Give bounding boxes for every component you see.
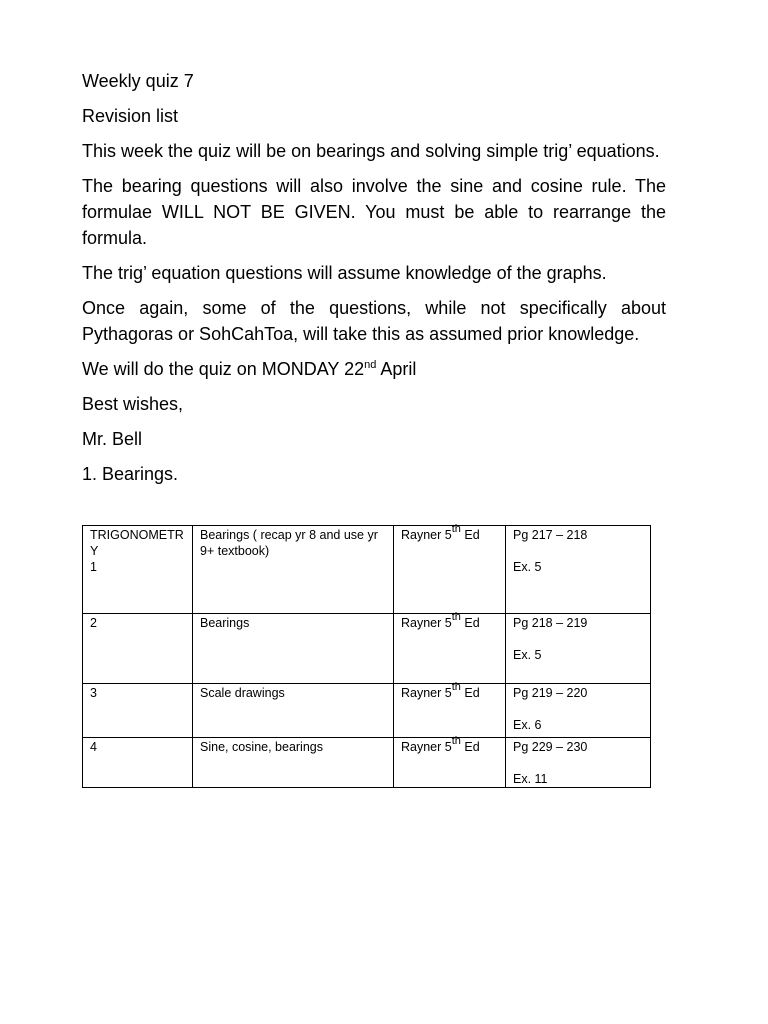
number-cell: 2 xyxy=(83,614,193,684)
table-row xyxy=(83,738,651,788)
page-range: Pg 219 – 220 xyxy=(513,686,588,700)
exercise-label: Ex. 5 xyxy=(513,648,542,662)
number-cell: 4 xyxy=(83,738,193,788)
paragraph-quiz-date xyxy=(82,356,666,382)
content-cell: Sine, cosine, bearings xyxy=(193,738,394,788)
signature: Mr. Bell xyxy=(82,429,143,449)
revision-table xyxy=(82,525,651,788)
pages-cell xyxy=(506,684,651,738)
table-row xyxy=(83,684,651,738)
pages-cell xyxy=(506,526,651,614)
page-range: Pg 229 – 230 xyxy=(513,740,588,754)
book-edition-ordinal: th xyxy=(451,735,461,747)
page-range: Pg 217 – 218 xyxy=(513,528,588,542)
quiz-date-ordinal: nd xyxy=(364,359,377,371)
content-cell: Scale drawings xyxy=(193,684,394,738)
book-name: Rayner 5 xyxy=(401,616,452,630)
book-edition-ordinal: th xyxy=(451,611,461,623)
exercise-label: Ex. 11 xyxy=(513,772,548,786)
book-edition: Ed xyxy=(460,528,480,542)
book-cell xyxy=(394,681,506,738)
document-title: Weekly quiz 7 xyxy=(82,71,194,91)
table-row xyxy=(83,614,651,684)
book-edition-ordinal: th xyxy=(451,523,461,535)
book-cell xyxy=(394,523,506,614)
quiz-date-prefix: We will do the quiz on MONDAY 22 xyxy=(82,359,365,379)
paragraph-trig-equations: The trig’ equation questions will assume knowledge of the graphs. xyxy=(82,263,607,283)
paragraph-bearing-questions: The bearing questions will also involve the sine and cosine rule. The formulae WILL NOT BE GIVEN. You must be able to rearrange the formula. xyxy=(82,176,666,248)
book-edition-ordinal: th xyxy=(451,681,461,693)
quiz-date-rest: April xyxy=(376,359,417,379)
section-heading: 1. Bearings. xyxy=(82,464,179,484)
exercise-label: Ex. 6 xyxy=(513,718,542,732)
book-edition: Ed xyxy=(460,616,480,630)
row-number: 1 xyxy=(90,560,97,574)
table-row xyxy=(83,526,651,614)
book-name: Rayner 5 xyxy=(401,686,452,700)
page-range: Pg 218 – 219 xyxy=(513,616,588,630)
topic-label: TRIGONOMETRY xyxy=(90,528,184,558)
book-name: Rayner 5 xyxy=(401,528,452,542)
paragraph-prior-knowledge: Once again, some of the questions, while not specifically about Pythagoras or SohCahToa, will take this as assumed prior knowledge. xyxy=(82,298,666,344)
paragraph-quiz-topics: This week the quiz will be on bearings and solving simple trig’ equations. xyxy=(82,141,660,161)
content-cell: Bearings ( recap yr 8 and use yr 9+ textbook) xyxy=(193,526,394,614)
document-subtitle: Revision list xyxy=(82,106,179,126)
book-edition: Ed xyxy=(460,740,480,754)
book-cell xyxy=(394,611,506,684)
pages-cell xyxy=(506,614,651,684)
number-cell: 3 xyxy=(83,684,193,738)
exercise-label: Ex. 5 xyxy=(513,560,542,574)
content-cell: Bearings xyxy=(193,614,394,684)
topic-cell xyxy=(83,526,193,614)
document-body xyxy=(82,68,666,496)
book-name: Rayner 5 xyxy=(401,740,452,754)
signoff: Best wishes, xyxy=(82,394,184,414)
book-edition: Ed xyxy=(460,686,480,700)
book-cell xyxy=(394,735,506,788)
pages-cell xyxy=(506,738,651,788)
